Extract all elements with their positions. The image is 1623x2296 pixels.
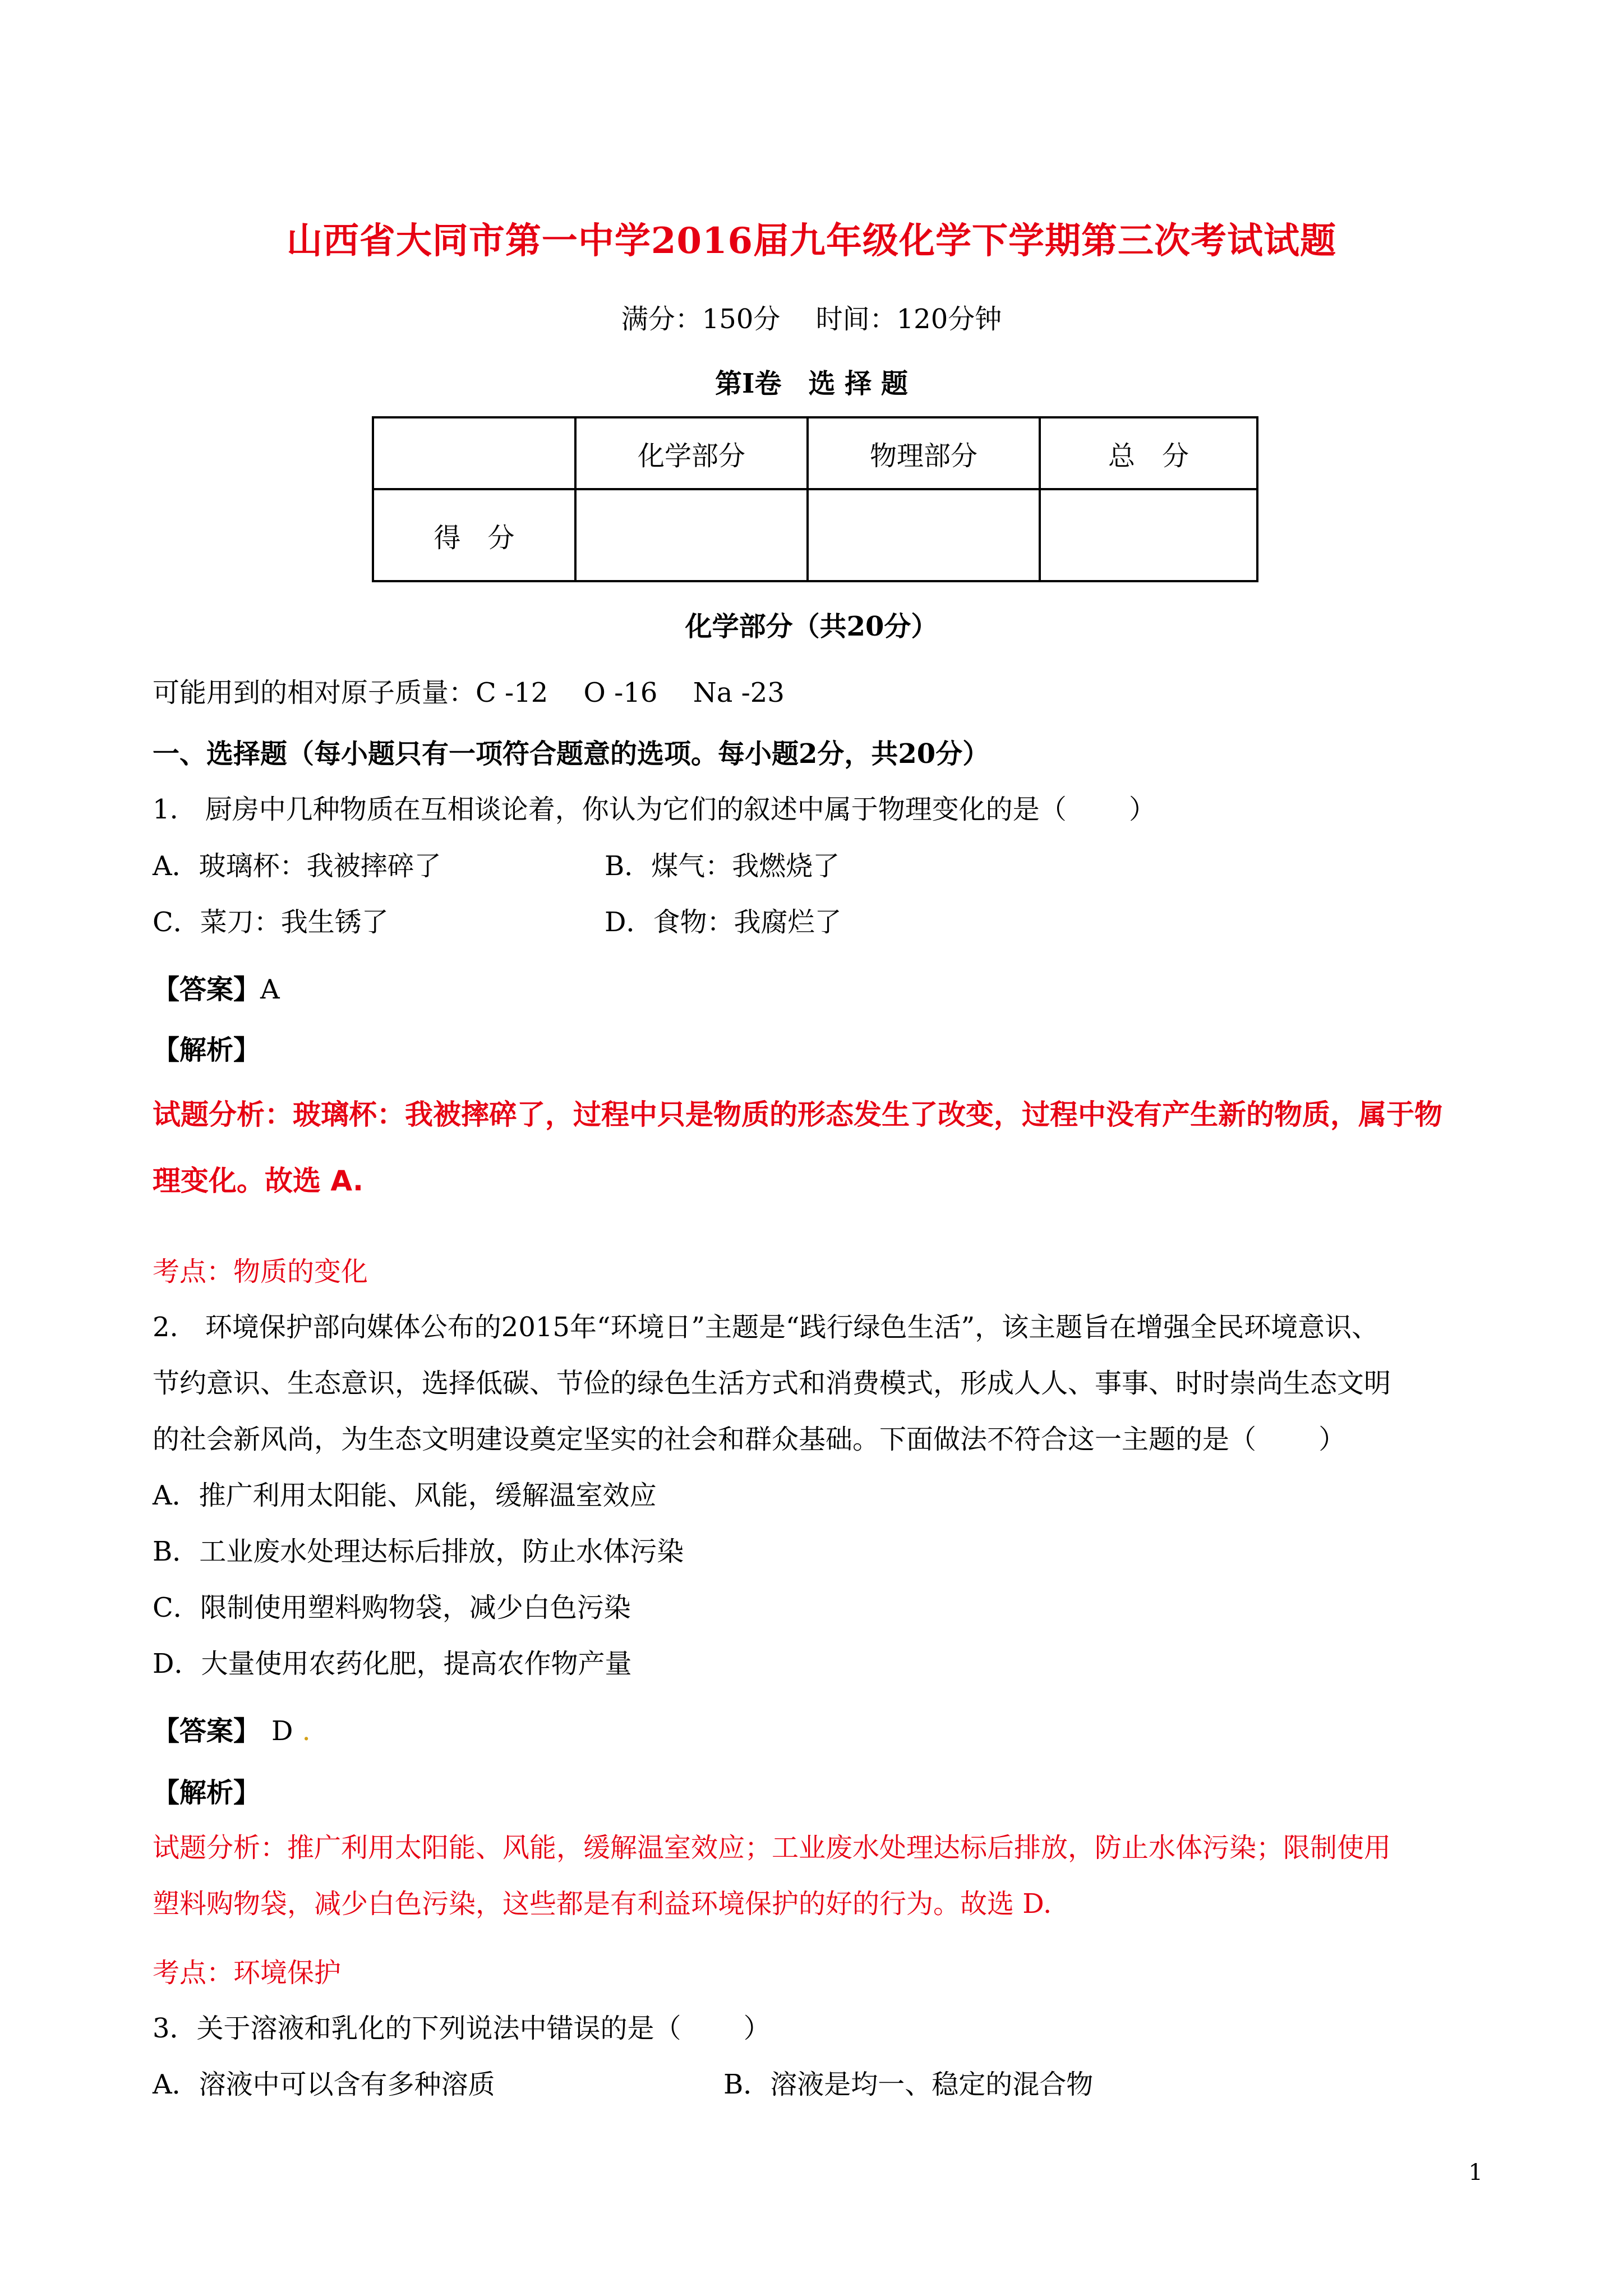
q1-analysis-line2: 理变化。故选 A. (153, 1165, 364, 1197)
atomic-mass-line: 可能用到的相对原子质量：C -12 O -16 Na -23 (153, 677, 785, 708)
q1-stem: 1. 厨房中几种物质在互相谈论着，你认为它们的叙述中属于物理变化的是（ ） (153, 794, 1156, 825)
score-table-header-total: 总 分 (1040, 417, 1257, 489)
score-cell-physics[interactable] (808, 489, 1040, 581)
q3-option-a: A．溶液中可以含有多种溶质 (153, 2069, 495, 2100)
q3-option-b: B．溶液是均一、稳定的混合物 (723, 2069, 1094, 2100)
score-row-label: 得 分 (373, 489, 575, 581)
q2-answer-value: D (271, 1715, 293, 1747)
score-cell-chemistry[interactable] (575, 489, 808, 581)
exam-meta: 满分：150分 时间：120分钟 (621, 303, 1002, 335)
q2-stem-line2: 节约意识、生态意识，选择低碳、节俭的绿色生活方式和消费模式，形成人人、事事、时时崇尚生态文明 (153, 1368, 1391, 1399)
q2-option-d: D．大量使用农药化肥，提高农作物产量 (153, 1648, 632, 1680)
q1-answer-value: A (260, 974, 280, 1005)
q2-stem-line1: 2. 环境保护部向媒体公布的2015年“环境日”主题是“践行绿色生活”，该主题旨在增强全民环境意识、 (153, 1312, 1379, 1343)
score-table-header-row (373, 417, 1257, 489)
q1-answer-label: 【答案】 (153, 974, 261, 1005)
q2-analysis-line2: 塑料购物袋，减少白色污染，这些都是有利益环境保护的好的行为。故选 D. (153, 1888, 1052, 1920)
page-title: 山西省大同市第一中学2016届九年级化学下学期第三次考试试题 (286, 220, 1337, 262)
q2-option-a: A．推广利用太阳能、风能，缓解温室效应 (153, 1480, 657, 1511)
q1-answer (153, 968, 280, 1006)
q2-option-c: C．限制使用塑料购物袋，减少白色污染 (153, 1592, 631, 1623)
score-table-header-physics: 物理部分 (808, 417, 1040, 489)
q1-analysis-label: 【解析】 (153, 1034, 261, 1066)
q1-kaodian: 考点：物质的变化 (153, 1256, 368, 1287)
q2-answer-label: 【答案】 (153, 1715, 261, 1747)
chemistry-heading: 化学部分（共20分） (685, 611, 938, 642)
q2-stem-line3: 的社会新风尚，为生态文明建设奠定坚实的社会和群众基础。下面做法不符合这一主题的是（ ） (153, 1424, 1346, 1455)
q2-analysis-label: 【解析】 (153, 1777, 261, 1809)
q2-answer-dot: . (302, 1715, 311, 1747)
score-table-header-chemistry: 化学部分 (575, 417, 808, 489)
q1-option-d: D．食物：我腐烂了 (605, 907, 842, 938)
q2-kaodian: 考点：环境保护 (153, 1957, 342, 1989)
q2-analysis-line1: 试题分析：推广利用太阳能、风能，缓解温室效应；工业废水处理达标后排放，防止水体污染；限制使用 (153, 1832, 1391, 1864)
score-table-header-empty (373, 417, 575, 489)
score-cell-total[interactable] (1040, 489, 1257, 581)
q1-analysis-line1: 试题分析：玻璃杯：我被摔碎了，过程中只是物质的形态发生了改变，过程中没有产生新的物质，属于物 (153, 1098, 1442, 1131)
section-title: 第Ⅰ卷 选 择 题 (715, 368, 908, 399)
q1-option-b: B．煤气：我燃烧了 (605, 850, 840, 882)
q1-option-a: A．玻璃杯：我被摔碎了 (153, 850, 441, 882)
q3-stem: 3．关于溶液和乳化的下列说法中错误的是（ ） (153, 2013, 771, 2044)
q2-option-b: B．工业废水处理达标后排放，防止水体污染 (153, 1536, 684, 1567)
score-table-row (373, 489, 1257, 581)
q1-option-c: C．菜刀：我生锈了 (153, 907, 389, 938)
page-number: 1 (1468, 2160, 1483, 2185)
part-one-heading: 一、选择题（每小题只有一项符合题意的选项。每小题2分，共20分） (153, 738, 990, 770)
q2-answer (153, 1709, 311, 1748)
score-table (372, 416, 1258, 582)
